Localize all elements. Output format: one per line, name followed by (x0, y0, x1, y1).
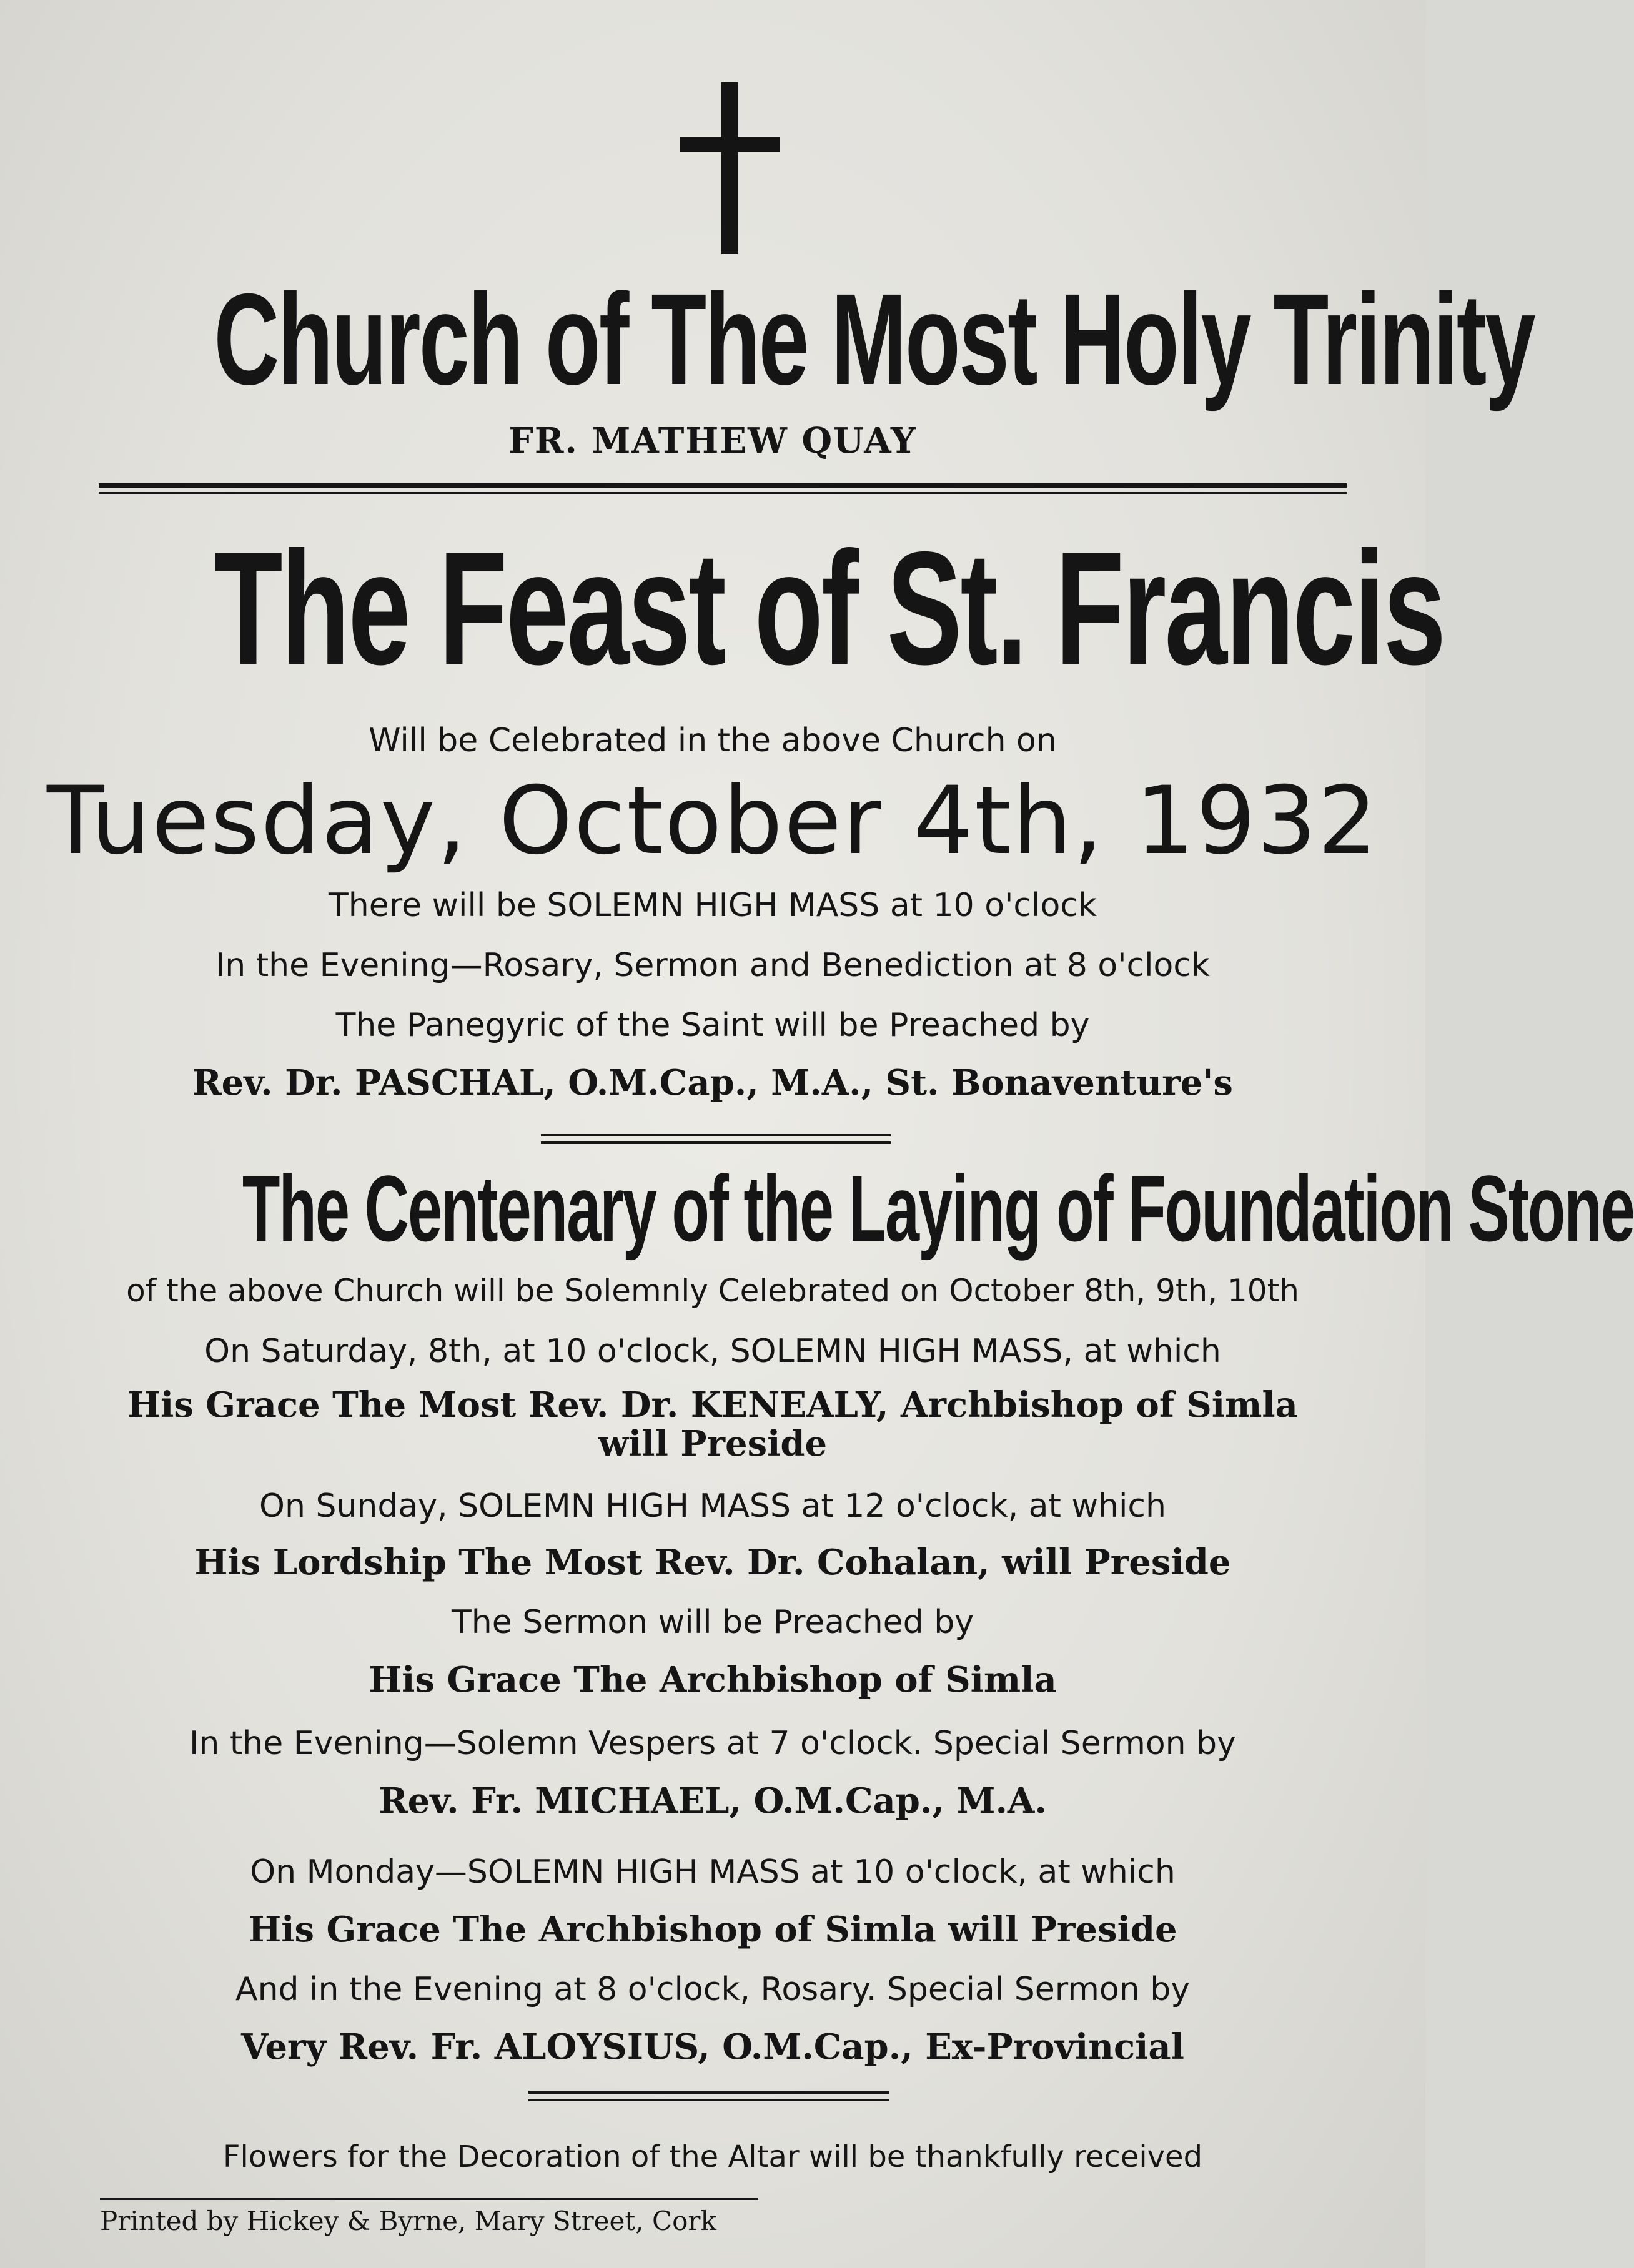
printer-rule (100, 2198, 758, 2200)
sunday-evening: In the Evening—Solemn Vespers at 7 o'clock. Special Sermon by (189, 1725, 1236, 1762)
feast-date: Tuesday, October 4th, 1932 (46, 767, 1379, 875)
monday-evening-preacher: Very Rev. Fr. ALOYSIUS, O.M.Cap., Ex-Provincial (241, 2026, 1184, 2068)
cross-icon (680, 82, 780, 254)
feast-line-evening: In the Evening—Rosary, Sermon and Benediction at 8 o'clock (215, 947, 1211, 984)
feast-line-mass: There will be SOLEMN HIGH MASS at 10 o'clock (329, 887, 1097, 924)
feast-line-panegyric: The Panegyric of the Saint will be Preached by (335, 1007, 1090, 1044)
section-divider (541, 1134, 891, 1136)
footer-divider (528, 2091, 889, 2094)
flowers-note: Flowers for the Decoration of the Altar will be thankfully received (222, 2139, 1203, 2174)
saturday-presider-continued: will Preside (598, 1423, 828, 1464)
sermon-preacher: His Grace The Archbishop of Simla (369, 1659, 1057, 1700)
feast-title: The Feast of St. Francis (214, 518, 1445, 698)
monday-mass: On Monday—SOLEMN HIGH MASS at 10 o'clock, at which (250, 1853, 1176, 1891)
section-divider-second (541, 1141, 891, 1144)
church-address: FR. MATHEW QUAY (508, 420, 917, 461)
header-divider (99, 483, 1347, 488)
centenary-title: The Centenary of the Laying of Foundation Stone (242, 1156, 1634, 1261)
monday-evening: And in the Evening at 8 o'clock, Rosary. Special Sermon by (235, 1971, 1190, 2008)
sunday-mass: On Sunday, SOLEMN HIGH MASS at 12 o'clock, at which (259, 1487, 1166, 1525)
monday-presider: His Grace The Archbishop of Simla will Preside (248, 1909, 1177, 1950)
sunday-evening-preacher: Rev. Fr. MICHAEL, O.M.Cap., M.A. (379, 1780, 1047, 1822)
header-divider-thin (99, 492, 1347, 494)
sermon-intro: The Sermon will be Preached by (452, 1604, 974, 1641)
church-name: Church of The Most Holy Trinity (214, 267, 1534, 412)
feast-preacher: Rev. Dr. PASCHAL, O.M.Cap., M.A., St. Bonaventure's (192, 1062, 1233, 1103)
feast-intro: Will be Celebrated in the above Church on (369, 722, 1057, 759)
saturday-mass: On Saturday, 8th, at 10 o'clock, SOLEMN HIGH MASS, at which (204, 1333, 1221, 1370)
printer-credit: Printed by Hickey & Byrne, Mary Street, Cork (100, 2206, 716, 2236)
sunday-presider: His Lordship The Most Rev. Dr. Cohalan, will Preside (194, 1542, 1231, 1583)
saturday-presider: His Grace The Most Rev. Dr. KENEALY, Archbishop of Simla (127, 1384, 1298, 1426)
centenary-intro: of the above Church will be Solemnly Celebrated on October 8th, 9th, 10th (126, 1273, 1299, 1309)
footer-divider-second (528, 2099, 889, 2101)
